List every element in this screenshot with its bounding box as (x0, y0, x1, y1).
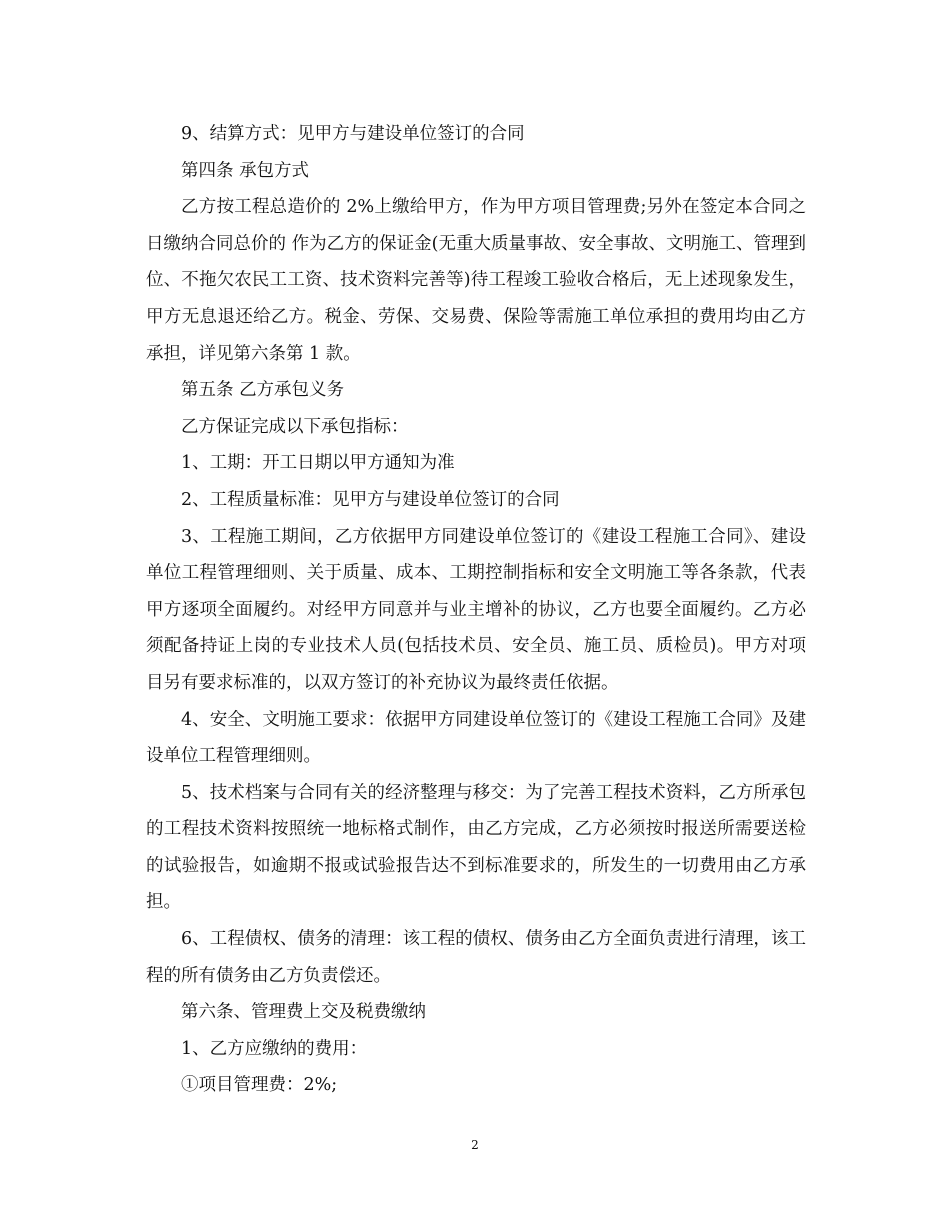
heading-article-6: 第六条、管理费上交及税费缴纳 (181, 1002, 426, 1023)
paragraph-contracting-method: 乙方按工程总造价的 2%上缴给甲方，作为甲方项目管理费;另外在签定本合同之日缴纳合同总价的 作为乙方的保证金(无重大质量事故、安全事故、文明施工、管理到位、不拖欠农民工工资、技术资料完善等)待工程竣工验收合格后，无上述现象发生，甲方无息退还给乙方。税金、劳保、交易费、保险等需施工单位承担的费用均由乙方承担，详见第六条第 1 款。 (146, 197, 806, 364)
list-item-construction-period: 3、工程施工期间，乙方依据甲方同建设单位签订的《建设工程施工合同》、建设单位工程管理细则、关于质量、成本、工期控制指标和安全文明施工等各条款，代表甲方逐项全面履约。对经甲方同意并与业主增补的协议，乙方也要全面履约。乙方必须配备持证上岗的专业技术人员(包括技术员、安全员、施工员、质检员)。甲方对项目另有要求标准的，以双方签订的补充协议为最终责任依据。 (146, 526, 806, 693)
list-item-fees-payable: 1、乙方应缴纳的费用： (181, 1038, 368, 1059)
list-item-safety-requirements: 4、安全、文明施工要求：依据甲方同建设单位签订的《建设工程施工合同》及建设单位工程管理细则。 (146, 709, 806, 767)
page-number: 2 (471, 1138, 479, 1152)
paragraph-settlement-method: 9、结算方式：见甲方与建设单位签订的合同 (181, 124, 525, 144)
paragraph-indicators-intro: 乙方保证完成以下承包指标： (181, 416, 409, 437)
list-item-debt-clearance: 6、工程债权、债务的清理：该工程的债权、债务由乙方全面负责进行清理，该工程的所有债务由乙方负责偿还。 (146, 929, 806, 986)
list-item-technical-archives: 5、技术档案与合同有关的经济整理与移交：为了完善工程技术资料，乙方所承包的工程技术资料按照统一地标格式制作，由乙方完成，乙方必须按时报送所需要送检的试验报告，如逾期不报或试验报告达不到标准要求的，所发生的一切费用由乙方承担。 (146, 782, 806, 913)
document-body (146, 116, 806, 1104)
heading-article-5: 第五条 乙方承包义务 (181, 380, 345, 401)
heading-article-4: 第四条 承包方式 (181, 160, 310, 181)
list-item-quality-standard: 2、工程质量标准：见甲方与建设单位签订的合同 (181, 489, 560, 510)
list-item-schedule: 1、工期：开工日期以甲方通知为准 (181, 453, 455, 474)
list-item-management-fee: ①项目管理费：2%; (181, 1075, 338, 1096)
